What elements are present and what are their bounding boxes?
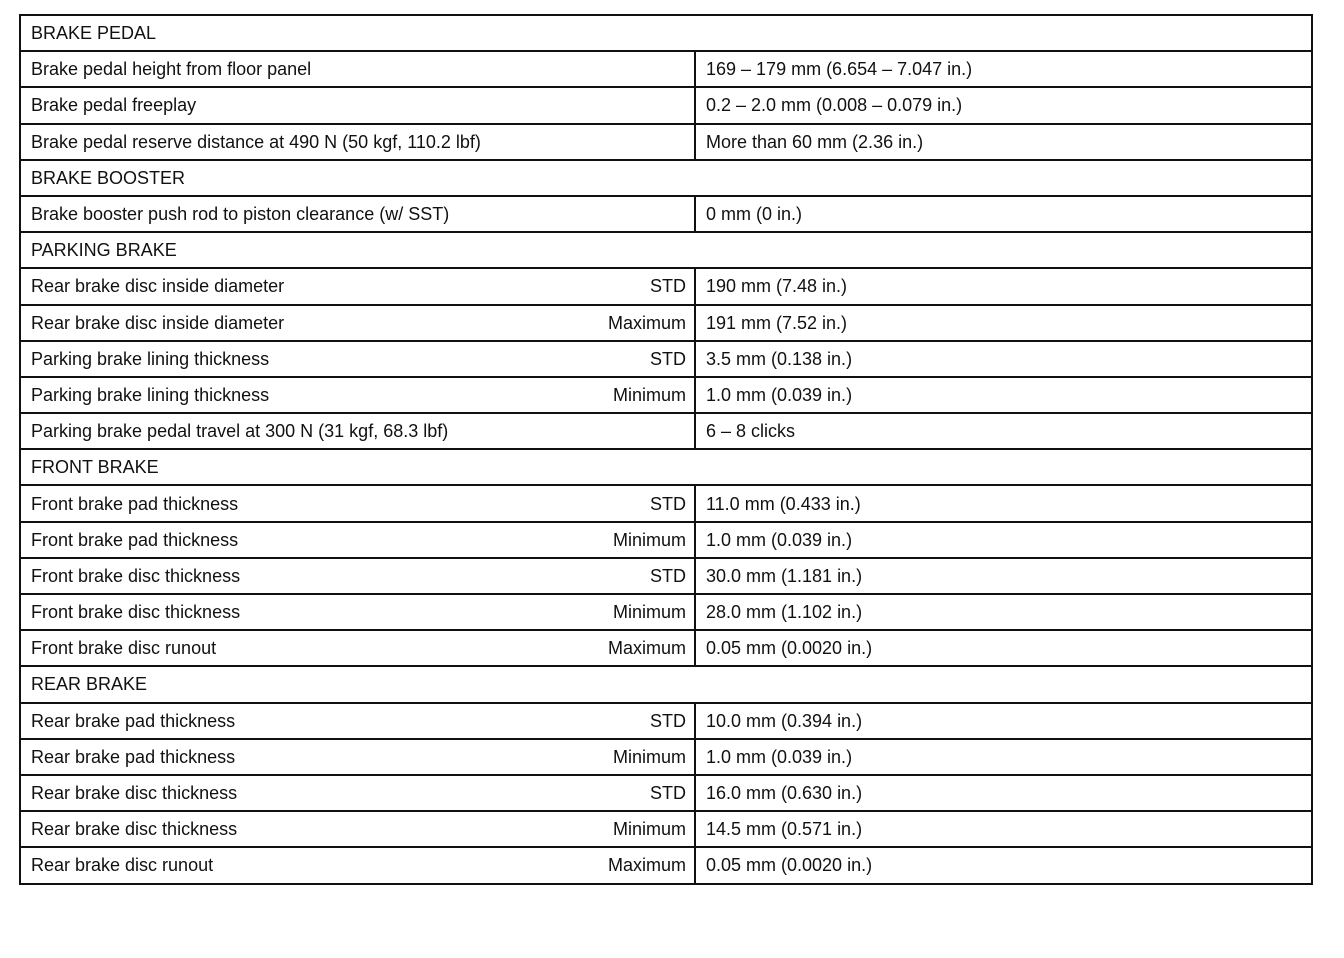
spec-qualifier: STD [650,493,686,514]
spec-value: 190 mm (7.48 in.) [695,268,1312,304]
section-header-row [20,232,1312,268]
spec-row [20,196,1312,232]
spec-item-name: Front brake pad thickness [31,529,239,550]
spec-label-cell [20,703,695,739]
spec-qualifier: Minimum [612,819,686,840]
spec-qualifier: Minimum [612,602,686,623]
section-header-row [20,160,1312,196]
spec-label-cell [20,594,695,630]
section-title: FRONT BRAKE [20,449,1312,485]
spec-item-name: Front brake disc thickness [31,565,241,586]
spec-item-name: Brake pedal height from floor panel [31,59,312,80]
spec-qualifier: STD [650,276,686,297]
spec-value: 10.0 mm (0.394 in.) [695,703,1312,739]
spec-item-name: Rear brake disc runout [31,855,214,876]
spec-value: 1.0 mm (0.039 in.) [695,377,1312,413]
spec-label-wrap [31,747,686,767]
spec-label-wrap [31,385,686,405]
spec-label-cell [20,485,695,521]
spec-value: 30.0 mm (1.181 in.) [695,558,1312,594]
section-title: BRAKE PEDAL [20,15,1312,51]
spec-value: 191 mm (7.52 in.) [695,305,1312,341]
spec-row [20,739,1312,775]
spec-label-wrap [31,204,686,224]
spec-label-cell [20,739,695,775]
spec-row [20,594,1312,630]
spec-label-cell [20,377,695,413]
spec-label-wrap [31,711,686,731]
spec-label-wrap [31,276,686,296]
spec-item-name: Parking brake lining thickness [31,384,270,405]
section-header-row [20,666,1312,702]
spec-label-cell [20,305,695,341]
spec-qualifier: STD [650,565,686,586]
spec-value: 16.0 mm (0.630 in.) [695,775,1312,811]
spec-label-cell [20,87,695,123]
spec-label-cell [20,196,695,232]
spec-item-name: Rear brake disc thickness [31,819,238,840]
spec-value: 6 – 8 clicks [695,413,1312,449]
brake-specifications-table [19,14,1313,885]
spec-item-name: Front brake disc runout [31,638,217,659]
spec-row [20,811,1312,847]
spec-label-wrap [31,638,686,658]
spec-item-name: Front brake disc thickness [31,602,241,623]
spec-qualifier: Maximum [607,312,686,333]
spec-value: More than 60 mm (2.36 in.) [695,124,1312,160]
spec-row [20,305,1312,341]
spec-label-wrap [31,819,686,839]
spec-value: 0 mm (0 in.) [695,196,1312,232]
spec-qualifier: Minimum [612,529,686,550]
spec-label-cell [20,522,695,558]
spec-value: 0.05 mm (0.0020 in.) [695,630,1312,666]
spec-label-cell [20,268,695,304]
spec-label-wrap [31,602,686,622]
spec-row [20,341,1312,377]
spec-label-cell [20,775,695,811]
spec-label-cell [20,124,695,160]
spec-row [20,522,1312,558]
spec-item-name: Rear brake disc inside diameter [31,312,285,333]
spec-label-wrap [31,349,686,369]
spec-row [20,268,1312,304]
spec-row [20,51,1312,87]
spec-row [20,124,1312,160]
spec-item-name: Front brake pad thickness [31,493,239,514]
spec-label-cell [20,341,695,377]
spec-row [20,377,1312,413]
spec-value: 28.0 mm (1.102 in.) [695,594,1312,630]
spec-label-wrap [31,855,686,875]
spec-value: 169 – 179 mm (6.654 – 7.047 in.) [695,51,1312,87]
spec-value: 0.05 mm (0.0020 in.) [695,847,1312,883]
spec-label-wrap [31,494,686,514]
spec-label-cell [20,811,695,847]
spec-item-name: Parking brake pedal travel at 300 N (31 kgf, 68.3 lbf) [31,421,449,442]
section-title: PARKING BRAKE [20,232,1312,268]
spec-item-name: Rear brake pad thickness [31,746,236,767]
section-title: REAR BRAKE [20,666,1312,702]
spec-qualifier: Maximum [607,638,686,659]
spec-item-name: Rear brake disc thickness [31,783,238,804]
spec-label-cell [20,847,695,883]
spec-label-wrap [31,59,686,79]
spec-label-cell [20,630,695,666]
spec-value: 0.2 – 2.0 mm (0.008 – 0.079 in.) [695,87,1312,123]
spec-row [20,558,1312,594]
spec-row [20,703,1312,739]
spec-label-wrap [31,132,686,152]
spec-label-cell [20,413,695,449]
spec-value: 1.0 mm (0.039 in.) [695,522,1312,558]
spec-row [20,87,1312,123]
spec-table-body [20,15,1312,884]
section-header-row [20,15,1312,51]
spec-qualifier: Minimum [612,384,686,405]
spec-row [20,630,1312,666]
section-header-row [20,449,1312,485]
spec-value: 11.0 mm (0.433 in.) [695,485,1312,521]
spec-item-name: Rear brake pad thickness [31,710,236,731]
spec-label-wrap [31,313,686,333]
spec-row [20,847,1312,883]
spec-qualifier: STD [650,783,686,804]
spec-item-name: Brake pedal freeplay [31,95,197,116]
spec-value: 1.0 mm (0.039 in.) [695,739,1312,775]
spec-row [20,485,1312,521]
spec-qualifier: Maximum [607,855,686,876]
spec-item-name: Rear brake disc inside diameter [31,276,285,297]
spec-qualifier: STD [650,710,686,731]
spec-item-name: Parking brake lining thickness [31,348,270,369]
spec-row [20,775,1312,811]
spec-label-cell [20,51,695,87]
spec-label-wrap [31,566,686,586]
spec-item-name: Brake booster push rod to piston clearance (w/ SST) [31,204,450,225]
spec-qualifier: STD [650,348,686,369]
spec-value: 3.5 mm (0.138 in.) [695,341,1312,377]
spec-qualifier: Minimum [612,746,686,767]
spec-value: 14.5 mm (0.571 in.) [695,811,1312,847]
spec-item-name: Brake pedal reserve distance at 490 N (50 kgf, 110.2 lbf) [31,131,481,152]
spec-label-cell [20,558,695,594]
spec-label-wrap [31,783,686,803]
spec-label-wrap [31,421,686,441]
section-title: BRAKE BOOSTER [20,160,1312,196]
spec-label-wrap [31,95,686,115]
spec-label-wrap [31,530,686,550]
spec-row [20,413,1312,449]
